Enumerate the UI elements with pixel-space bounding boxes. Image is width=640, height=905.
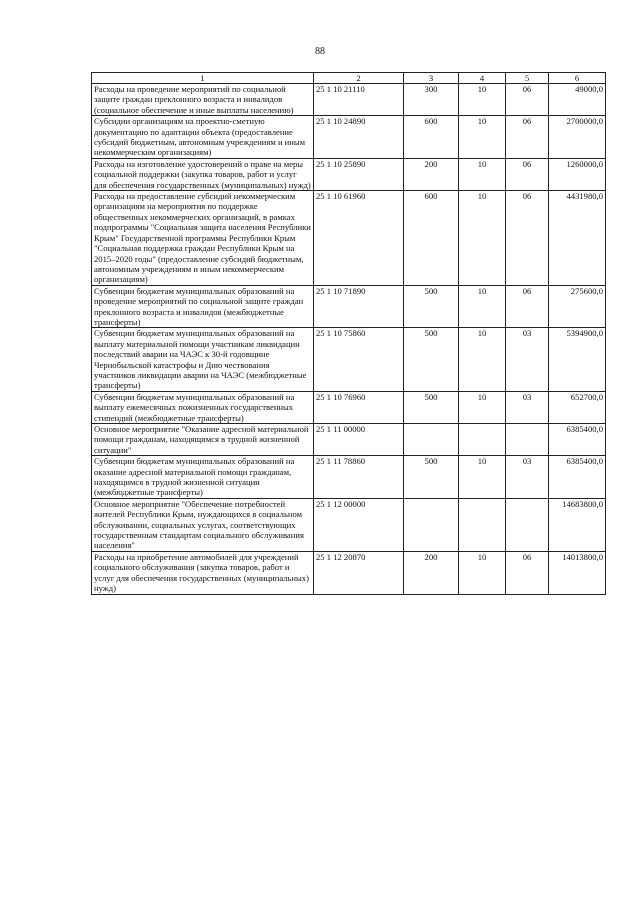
table-row bbox=[92, 84, 606, 116]
row-pr: 03 bbox=[506, 391, 549, 423]
table-row bbox=[92, 498, 606, 551]
row-pr: 06 bbox=[506, 191, 549, 286]
row-description: Расходы на проведение мероприятий по социальной защите граждан преклонного возраста и инвалидов (социальное обеспечение и иные выплаты населению) bbox=[92, 84, 314, 116]
table-row bbox=[92, 551, 606, 594]
row-code: 25 1 10 61960 bbox=[314, 191, 404, 286]
row-pr: 06 bbox=[506, 84, 549, 116]
row-pr: 06 bbox=[506, 551, 549, 594]
row-amount: 2700000,0 bbox=[549, 116, 606, 159]
row-pr: 06 bbox=[506, 158, 549, 190]
row-vr: 500 bbox=[404, 456, 459, 499]
row-rz bbox=[459, 498, 506, 551]
table-row bbox=[92, 456, 606, 499]
header-col-1: 1 bbox=[92, 73, 314, 84]
row-amount: 4431980,0 bbox=[549, 191, 606, 286]
row-description: Основное мероприятие "Обеспечение потребностей жителей Республики Крым, нуждающихся в социальном обслуживании, социальных услугах, соответствующих государственным стандартам социального обслуживания населения" bbox=[92, 498, 314, 551]
row-code: 25 1 10 75860 bbox=[314, 328, 404, 391]
row-code: 25 1 12 20870 bbox=[314, 551, 404, 594]
row-code: 25 1 10 24890 bbox=[314, 116, 404, 159]
row-amount: 14683800,0 bbox=[549, 498, 606, 551]
row-description: Субвенции бюджетам муниципальных образований на выплату ежемесячных пожизненных государственных стипендий (межбюджетные трансферты) bbox=[92, 391, 314, 423]
row-amount: 14013800,0 bbox=[549, 551, 606, 594]
row-pr bbox=[506, 498, 549, 551]
row-pr: 03 bbox=[506, 328, 549, 391]
row-vr: 500 bbox=[404, 328, 459, 391]
row-amount: 49000,0 bbox=[549, 84, 606, 116]
row-vr bbox=[404, 424, 459, 456]
row-code: 25 1 11 78860 bbox=[314, 456, 404, 499]
row-vr: 600 bbox=[404, 116, 459, 159]
row-code: 25 1 10 25890 bbox=[314, 158, 404, 190]
row-pr: 06 bbox=[506, 116, 549, 159]
row-description: Основное мероприятие "Оказание адресной материальной помощи гражданам, находящимся в трудной жизненной ситуации" bbox=[92, 424, 314, 456]
table-row bbox=[92, 285, 606, 328]
row-rz: 10 bbox=[459, 551, 506, 594]
header-col-5: 5 bbox=[506, 73, 549, 84]
header-col-2: 2 bbox=[314, 73, 404, 84]
table-row bbox=[92, 424, 606, 456]
row-amount: 6385400,0 bbox=[549, 456, 606, 499]
row-pr bbox=[506, 424, 549, 456]
row-pr: 03 bbox=[506, 456, 549, 499]
row-vr: 500 bbox=[404, 391, 459, 423]
row-rz bbox=[459, 424, 506, 456]
row-vr: 300 bbox=[404, 84, 459, 116]
row-description: Субсидии организациям на проектно-сметную документацию по адаптации объекта (предоставление субсидий бюджетным, автономным учреждениям и иным некоммерческим организациям) bbox=[92, 116, 314, 159]
row-rz: 10 bbox=[459, 191, 506, 286]
table-row bbox=[92, 328, 606, 391]
table-row bbox=[92, 391, 606, 423]
row-vr: 600 bbox=[404, 191, 459, 286]
row-rz: 10 bbox=[459, 158, 506, 190]
row-amount: 652700,0 bbox=[549, 391, 606, 423]
row-amount: 6385400,0 bbox=[549, 424, 606, 456]
row-code: 25 1 10 76960 bbox=[314, 391, 404, 423]
row-vr: 200 bbox=[404, 158, 459, 190]
page-number: 88 bbox=[315, 46, 325, 57]
table-header-row bbox=[92, 73, 606, 84]
table-row bbox=[92, 116, 606, 159]
row-amount: 5394900,0 bbox=[549, 328, 606, 391]
table-row bbox=[92, 191, 606, 286]
budget-table bbox=[91, 72, 606, 595]
row-rz: 10 bbox=[459, 456, 506, 499]
row-amount: 1260000,0 bbox=[549, 158, 606, 190]
row-vr: 200 bbox=[404, 551, 459, 594]
row-rz: 10 bbox=[459, 328, 506, 391]
row-vr: 500 bbox=[404, 285, 459, 328]
row-code: 25 1 12 00000 bbox=[314, 498, 404, 551]
row-code: 25 1 11 00000 bbox=[314, 424, 404, 456]
row-rz: 10 bbox=[459, 84, 506, 116]
row-amount: 275600,0 bbox=[549, 285, 606, 328]
row-description: Субвенции бюджетам муниципальных образований на оказание адресной материальной помощи гражданам, находящимся в трудной жизненной ситуации (межбюджетные трансферты) bbox=[92, 456, 314, 499]
header-col-4: 4 bbox=[459, 73, 506, 84]
row-description: Субвенции бюджетам муниципальных образований на выплату материальной помощи участникам ликвидации последствий аварии на ЧАЭС к 30-й годовщине Чернобыльской катастрофы и Дню чествования участников ликвидации аварии на ЧАЭС (межбюджетные трансферты) bbox=[92, 328, 314, 391]
row-rz: 10 bbox=[459, 391, 506, 423]
row-description: Субвенции бюджетам муниципальных образований на проведение мероприятий по социальной защите граждан преклонного возраста и инвалидов (межбюджетные трансферты) bbox=[92, 285, 314, 328]
row-code: 25 1 10 21110 bbox=[314, 84, 404, 116]
row-pr: 06 bbox=[506, 285, 549, 328]
row-description: Расходы на приобретение автомобилей для учреждений социального обслуживания (закупка товаров, работ и услуг для обеспечения государственных (муниципальных) нужд) bbox=[92, 551, 314, 594]
row-vr bbox=[404, 498, 459, 551]
table-row bbox=[92, 158, 606, 190]
row-description: Расходы на изготовление удостоверений о праве на меры социальной поддержки (закупка товаров, работ и услуг для обеспечения государственных (муниципальных) нужд) bbox=[92, 158, 314, 190]
row-rz: 10 bbox=[459, 285, 506, 328]
row-description: Расходы на предоставление субсидий некоммерческим организациям на мероприятия по поддержке общественных некоммерческих организаций, в рамках подпрограммы "Социальная защита населения Республики Крым" Государственной программы Республики Крым "Социальная поддержка граждан Республики Крым на 2015–2020 годы" (предоставление субсидий бюджетным, автономным учреждениям и иным некоммерческим организациям) bbox=[92, 191, 314, 286]
header-col-6: 6 bbox=[549, 73, 606, 84]
row-code: 25 1 10 71890 bbox=[314, 285, 404, 328]
row-rz: 10 bbox=[459, 116, 506, 159]
header-col-3: 3 bbox=[404, 73, 459, 84]
